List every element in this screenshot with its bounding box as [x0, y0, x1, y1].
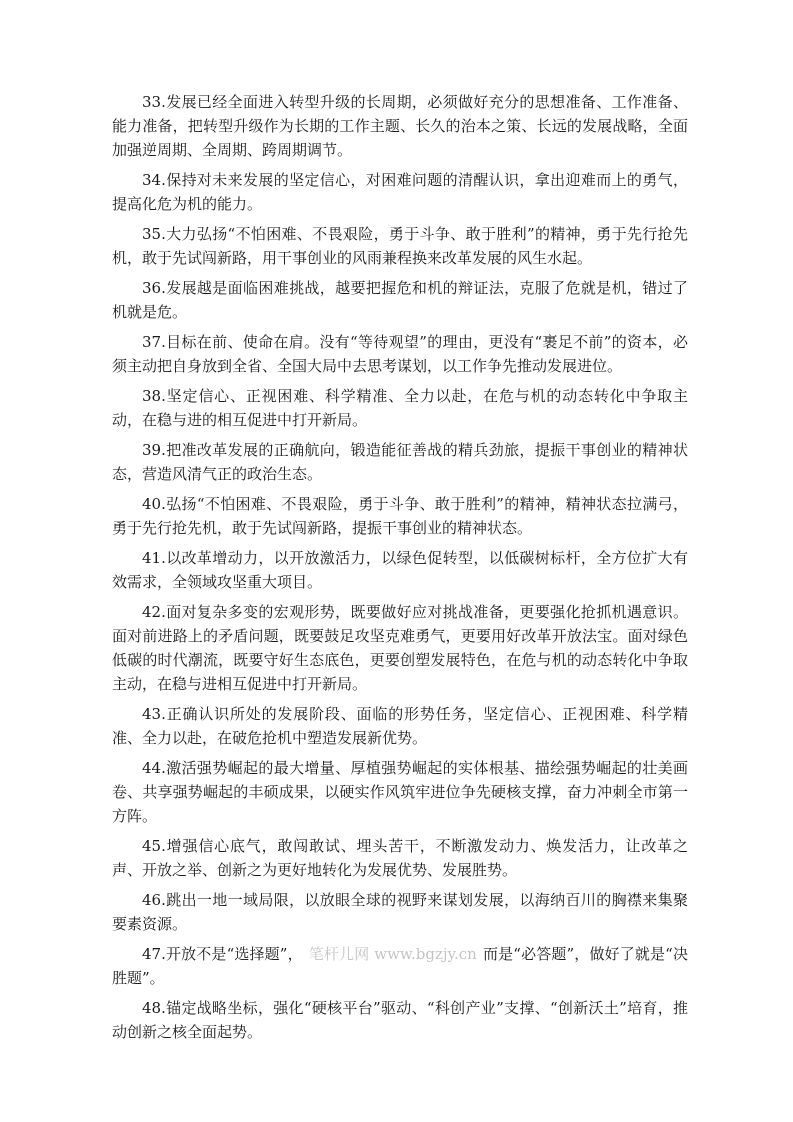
- paragraph-48: 48.锚定战略坐标，强化“硬核平台”驱动、“科创产业”支撑、“创新沃土”培育，推动创新之核全面起势。: [112, 999, 688, 1041]
- paragraph-44: 44.激活强势崛起的最大增量、厚植强势崛起的实体根基、描绘强势崛起的壮美画卷、共享强势崛起的丰硕成果，以硬实作风筑牢进位争先硬核支撑，奋力冲刺全市第一方阵。: [112, 759, 688, 825]
- paragraph-47-end: 而是“必答题”，做好了就是“决胜题”。: [112, 945, 688, 987]
- paragraph-33: 33.发展已经全面进入转型升级的长周期，必须做好充分的思想准备、工作准备、能力准备，把转型升级作为长期的工作主题、长久的治本之策、长远的发展战略，全面加强逆周期、全周期、跨周期调节。: [112, 93, 688, 159]
- document-body: [112, 90, 688, 1050]
- paragraph-46: 46.跳出一地一域局限，以放眼全球的视野来谋划发展，以海纳百川的胸襟来集聚要素资源。: [112, 891, 688, 933]
- paragraph-36: 36.发展越是面临困难挑战，越要把握危和机的辩证法，克服了危就是机，错过了机就是危。: [112, 279, 688, 321]
- watermark-text: 笔杆儿网 www.bgzjy.cn: [308, 945, 477, 963]
- paragraph-37: 37.目标在前、使命在肩。没有“等待观望”的理由，更没有“裹足不前”的资本，必须主动把自身放到全省、全国大局中去思考谋划，以工作争先推动发展进位。: [112, 333, 688, 375]
- paragraph-47-start: 47.开放不是“选择题”，: [142, 945, 303, 963]
- paragraph-34: 34.保持对未来发展的坚定信心，对困难问题的清醒认识，拿出迎难而上的勇气，提高化危为机的能力。: [112, 171, 688, 213]
- paragraph-45: 45.增强信心底气，敢闯敢试、埋头苦干，不断激发动力、焕发活力，让改革之声、开放之举、创新之为更好地转化为发展优势、发展胜势。: [112, 837, 688, 879]
- paragraph-40: 40.弘扬“不怕困难、不畏艰险，勇于斗争、敢于胜利”的精神，精神状态拉满弓，勇于先行抢先机，敢于先试闯新路，提振干事创业的精神状态。: [112, 495, 688, 537]
- paragraph-43: 43.正确认识所处的发展阶段、面临的形势任务，坚定信心、正视困难、科学精准、全力以赴，在破危抢机中塑造发展新优势。: [112, 705, 688, 747]
- paragraph-35: 35.大力弘扬“不怕困难、不畏艰险，勇于斗争、敢于胜利”的精神，勇于先行抢先机，敢于先试闯新路，用干事创业的风雨兼程换来改革发展的风生水起。: [112, 225, 688, 267]
- paragraph-47: [112, 942, 688, 990]
- paragraph-39: 39.把准改革发展的正确航向，锻造能征善战的精兵劲旅，提振干事创业的精神状态，营造风清气正的政治生态。: [112, 441, 688, 483]
- paragraph-41: 41.以改革增动力，以开放激活力，以绿色促转型，以低碳树标杆，全方位扩大有效需求，全领域攻坚重大项目。: [112, 549, 688, 591]
- paragraph-38: 38.坚定信心、正视困难、科学精准、全力以赴，在危与机的动态转化中争取主动，在稳与进的相互促进中打开新局。: [112, 387, 688, 429]
- paragraph-42: 42.面对复杂多变的宏观形势，既要做好应对挑战准备，更要强化抢抓机遇意识。面对前进路上的矛盾问题，既要鼓足攻坚克难勇气，更要用好改革开放法宝。面对绿色低碳的时代潮流，既要守好生态底色，更要创塑发展特色，在危与机的动态转化中争取主动，在稳与进相互促进中打开新局。: [112, 603, 688, 693]
